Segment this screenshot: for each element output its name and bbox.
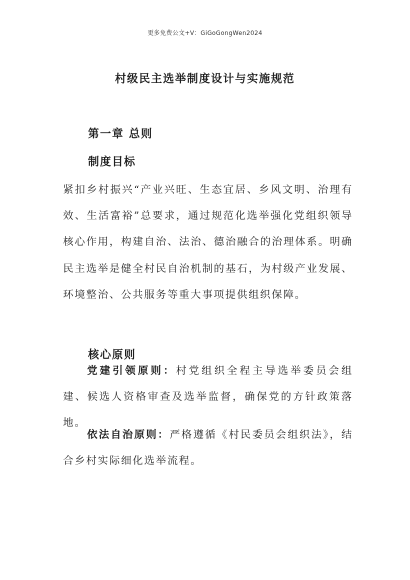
principle-lead: 党建引领原则： xyxy=(87,365,177,377)
paragraph-goals: 紧扣乡村振兴“产业兴旺、生态宜居、乡风文明、治理有效、生活富裕”总要求，通过规范化选举强化党组织领导核心作用，构建自治、法治、德治融合的治理体系。明确民主选举是健全村民自治机制的基石，为村级产业发展、环境整治、公共服务等重大事项提供组织保障。 xyxy=(63,184,353,301)
principle-item-legal-autonomy xyxy=(63,422,353,474)
document-title: 村级民主选举制度设计与实施规范 xyxy=(115,72,295,85)
principle-text: 村党组织全程主导选举委员会组建、候选人资格审查及选举监督，确保党的方针政策落地。 xyxy=(63,365,353,430)
section-heading-goals: 制度目标 xyxy=(88,155,136,168)
principle-text: 严格遵循《村民委员会组织法》，结合乡村实际细化选举流程。 xyxy=(63,429,354,468)
header-note: 更多免费公文+V：GiGoGongWen2024 xyxy=(147,30,263,37)
principle-lead: 依法自治原则： xyxy=(87,429,170,441)
section-heading-principles: 核心原则 xyxy=(88,348,136,361)
chapter-heading: 第一章 总则 xyxy=(88,127,153,140)
